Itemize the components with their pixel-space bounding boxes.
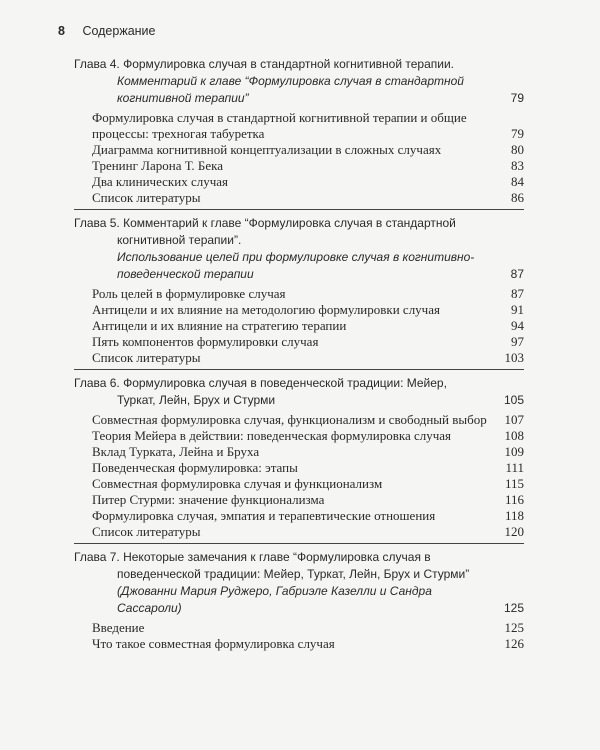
chapter-heading: [74, 549, 524, 617]
entry-title: Тренинг Ларона Т. Бека: [92, 158, 223, 173]
page-ref: 79: [510, 91, 524, 105]
page-ref: 111: [505, 460, 524, 475]
toc-entry: [74, 524, 524, 540]
page-ref: 79: [511, 126, 524, 141]
chapter-heading: [74, 375, 524, 409]
table-of-contents: [74, 56, 524, 652]
toc-entry: [74, 350, 524, 366]
page-ref: 84: [511, 174, 524, 189]
entry-title: Совместная формулировка случая, функционализм и свободный выбор: [92, 412, 487, 427]
toc-entry: [74, 444, 524, 460]
page-ref: 109: [504, 444, 524, 459]
chapter-heading: [74, 56, 524, 107]
entry-title: Вклад Турката, Лейна и Бруха: [92, 444, 260, 459]
entry-title: Формулировка случая, эмпатия и терапевтические отношения: [92, 508, 436, 523]
entry-title: Роль целей в формулировке случая: [92, 286, 286, 301]
toc-entry: [74, 460, 524, 476]
running-title: Содержание: [82, 24, 156, 38]
toc-entry: [74, 302, 524, 318]
page-ref: 115: [504, 476, 524, 491]
entry-title: Список литературы: [92, 524, 201, 539]
chapter-subtitle: Использование целей при формулировке случая в когнитивно-поведенческой терапии: [117, 250, 475, 281]
toc-entry: [74, 492, 524, 508]
chapter-title: Глава 6. Формулировка случая в поведенческой традиции: Мейер, Туркат, Лейн, Брух и Стурми: [74, 376, 447, 407]
entry-title: Диаграмма когнитивной концептуализации в сложных случаях: [92, 142, 442, 157]
page-ref: 126: [504, 636, 524, 651]
chapter-title: Глава 5. Комментарий к главе “Формулировка случая в стандартной когнитивной терапии”.: [74, 216, 456, 247]
entry-title: Введение: [92, 620, 145, 635]
entry-title: Поведенческая формулировка: этапы: [92, 460, 298, 475]
chapter-title: Глава 4. Формулировка случая в стандартной когнитивной терапии.: [74, 57, 454, 71]
toc-entry: [74, 412, 524, 428]
page-ref: 91: [511, 302, 524, 317]
page-ref: 107: [504, 412, 524, 427]
toc-entry: [74, 318, 524, 334]
entry-title: Питер Стурми: значение функционализма: [92, 492, 325, 507]
page-ref: 86: [511, 190, 524, 205]
divider: [74, 209, 524, 210]
page-ref: 105: [503, 393, 524, 407]
entry-title: Список литературы: [92, 350, 201, 365]
toc-entry: [74, 428, 524, 444]
divider: [74, 543, 524, 544]
toc-entry: [74, 476, 524, 492]
page-ref: 120: [504, 524, 524, 539]
page-ref: 87: [511, 286, 524, 301]
toc-entry: [74, 158, 524, 174]
entry-title: Антицели и их влияние на стратегию терапии: [92, 318, 347, 333]
toc-entry: [74, 286, 524, 302]
page-ref: 125: [503, 601, 524, 615]
page-ref: 87: [510, 267, 524, 281]
entry-title: Список литературы: [92, 190, 201, 205]
toc-entry: [74, 620, 524, 636]
page-ref: 108: [504, 428, 524, 443]
running-header: [58, 24, 156, 38]
toc-entry: [74, 636, 524, 652]
page-ref: 116: [504, 492, 524, 507]
entry-title: Что такое совместная формулировка случая: [92, 636, 335, 651]
entry-title: Два клинических случая: [92, 174, 228, 189]
chapter-subtitle: (Джованни Мария Руджеро, Габриэле Казелли и Сандра Сассароли): [117, 584, 432, 615]
toc-entry: [74, 174, 524, 190]
toc-entry: [74, 190, 524, 206]
entry-title: Пять компонентов формулировки случая: [92, 334, 319, 349]
divider: [74, 369, 524, 370]
toc-entry: [74, 110, 524, 142]
chapter-subtitle: Комментарий к главе “Формулировка случая в стандартной когнитивной терапии”: [117, 74, 464, 105]
entry-title: Совместная формулировка случая и функционализм: [92, 476, 383, 491]
entry-title: Антицели и их влияние на методологию формулировки случая: [92, 302, 440, 317]
toc-entry: [74, 142, 524, 158]
toc-entry: [74, 508, 524, 524]
chapter-heading: [74, 215, 524, 283]
page-ref: 103: [504, 350, 524, 365]
entry-title: Теория Мейера в действии: поведенческая формулировка случая: [92, 428, 452, 443]
entry-title: Формулировка случая в стандартной когнитивной терапии и общие процессы: трехногая табуретка: [92, 110, 467, 141]
chapter-title: Глава 7. Некоторые замечания к главе “Формулировка случая в поведенческой традиции: Мейер, Туркат, Лейн, Брух и Стурми”: [74, 550, 470, 581]
page-ref: 80: [511, 142, 524, 157]
toc-entry: [74, 334, 524, 350]
page-ref: 125: [504, 620, 524, 635]
page-ref: 97: [511, 334, 524, 349]
page-ref: 94: [511, 318, 524, 333]
page-ref: 83: [511, 158, 524, 173]
page-ref: 118: [504, 508, 524, 523]
page-number: 8: [58, 24, 65, 38]
